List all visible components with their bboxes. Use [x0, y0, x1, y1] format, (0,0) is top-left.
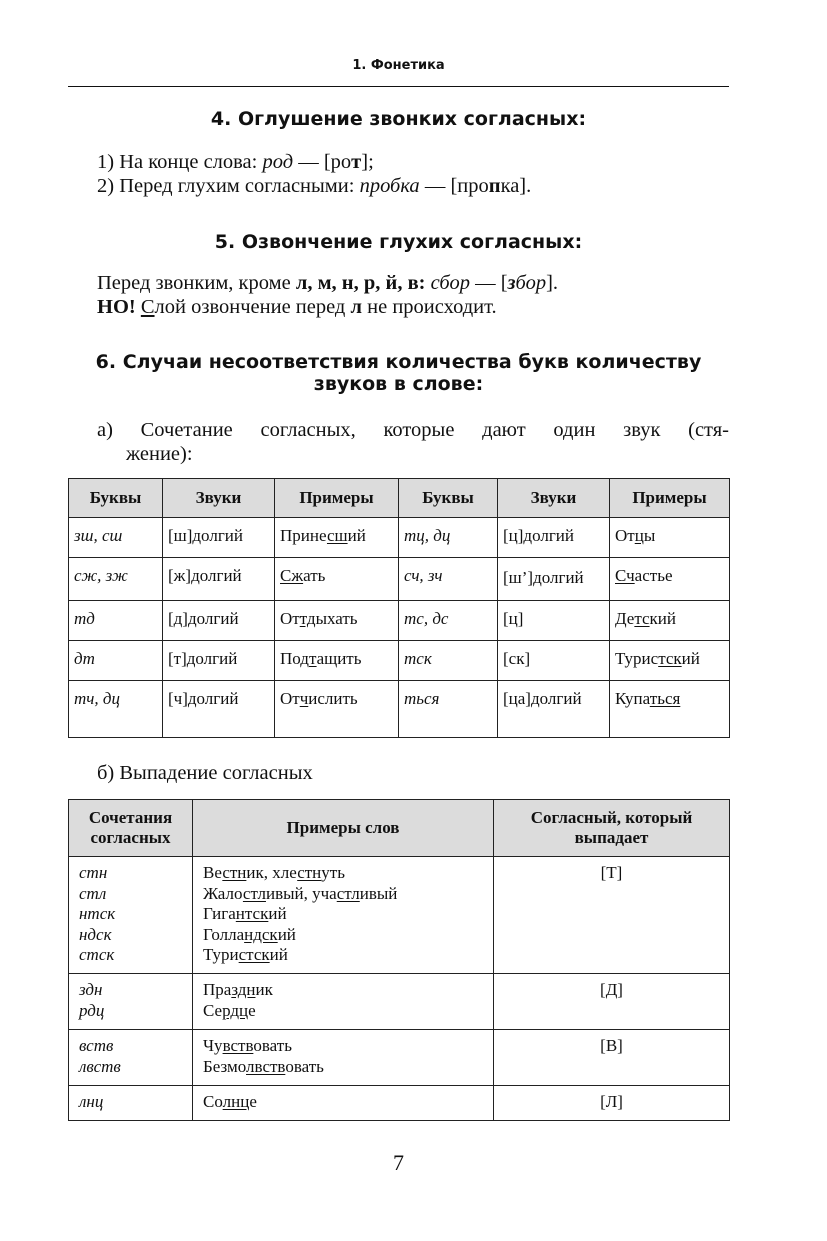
page-number: 7 — [393, 1150, 404, 1175]
header-rule — [68, 86, 729, 87]
table-row: вств лвств Чувствовать Безмолвствовать [В] — [69, 1030, 730, 1086]
col-header: Звуки — [498, 479, 610, 518]
table-row: зш, сш [ш]долгий Принесший тц, дц [ц]долгий Отцы — [69, 518, 730, 558]
col-header: Звуки — [163, 479, 275, 518]
rule-before-voiceless: 2) Перед глухим согласными: пробка — [пропка]. — [97, 175, 532, 197]
table-row: сж, зж [ж]долгий Сжать сч, зч [ш’]долгий Счастье — [69, 558, 730, 601]
table-row: дт [т]долгий Подтащить тск [ск] Туристский — [69, 641, 730, 681]
table-header-row — [69, 800, 730, 857]
section-6-title: 6. Случаи несоответствия количества букв количеству звуков в слове: — [95, 351, 702, 395]
col-header-lost-consonant: Согласный, который выпадает — [494, 800, 730, 857]
section-4-body — [97, 150, 729, 198]
table-row: тч, дц [ч]долгий Отчислить ться [ца]долгий Купаться — [69, 681, 730, 738]
table-row: лнц Солнце [Л] — [69, 1086, 730, 1121]
table-row: тд [д]долгий Оттдыхать тс, дс [ц] Детский — [69, 601, 730, 641]
table-row: стн стл нтск ндск стск Вестник, хлестнуть Жалостливый, участливый Гигантский Голландский Туристский [Т] — [69, 857, 730, 974]
col-header: Примеры — [610, 479, 730, 518]
elision-table — [68, 799, 730, 1121]
col-header-combinations: Сочетания согласных — [69, 800, 193, 857]
running-head: 1. Фонетика — [352, 58, 445, 73]
subsection-b: б) Выпадение согласных — [97, 762, 313, 784]
col-header-examples: Примеры слов — [193, 800, 494, 857]
subsection-a: а) Сочетание согласных, которые дают один звук (стя- жение): — [97, 419, 729, 465]
table-row: здн рдц Праздник Сердце [Д] — [69, 974, 730, 1030]
col-header: Примеры — [275, 479, 399, 518]
rule-before-voiced: Перед звонким, кроме л, м, н, р, й, в: сбор — [збор]. — [97, 272, 559, 294]
section-4-title: 4. Оглушение звонких согласных: — [210, 108, 587, 130]
rule-word-end: 1) На конце слова: род — [рот]; — [97, 151, 374, 173]
section-5-body — [97, 271, 729, 319]
table-header-row — [69, 479, 730, 518]
col-header: Буквы — [399, 479, 498, 518]
exception-note: НО! Слой озвончение перед л не происходит. — [97, 296, 497, 318]
contraction-table — [68, 478, 730, 738]
section-5-title: 5. Озвончение глухих согласных: — [214, 231, 583, 253]
col-header: Буквы — [69, 479, 163, 518]
